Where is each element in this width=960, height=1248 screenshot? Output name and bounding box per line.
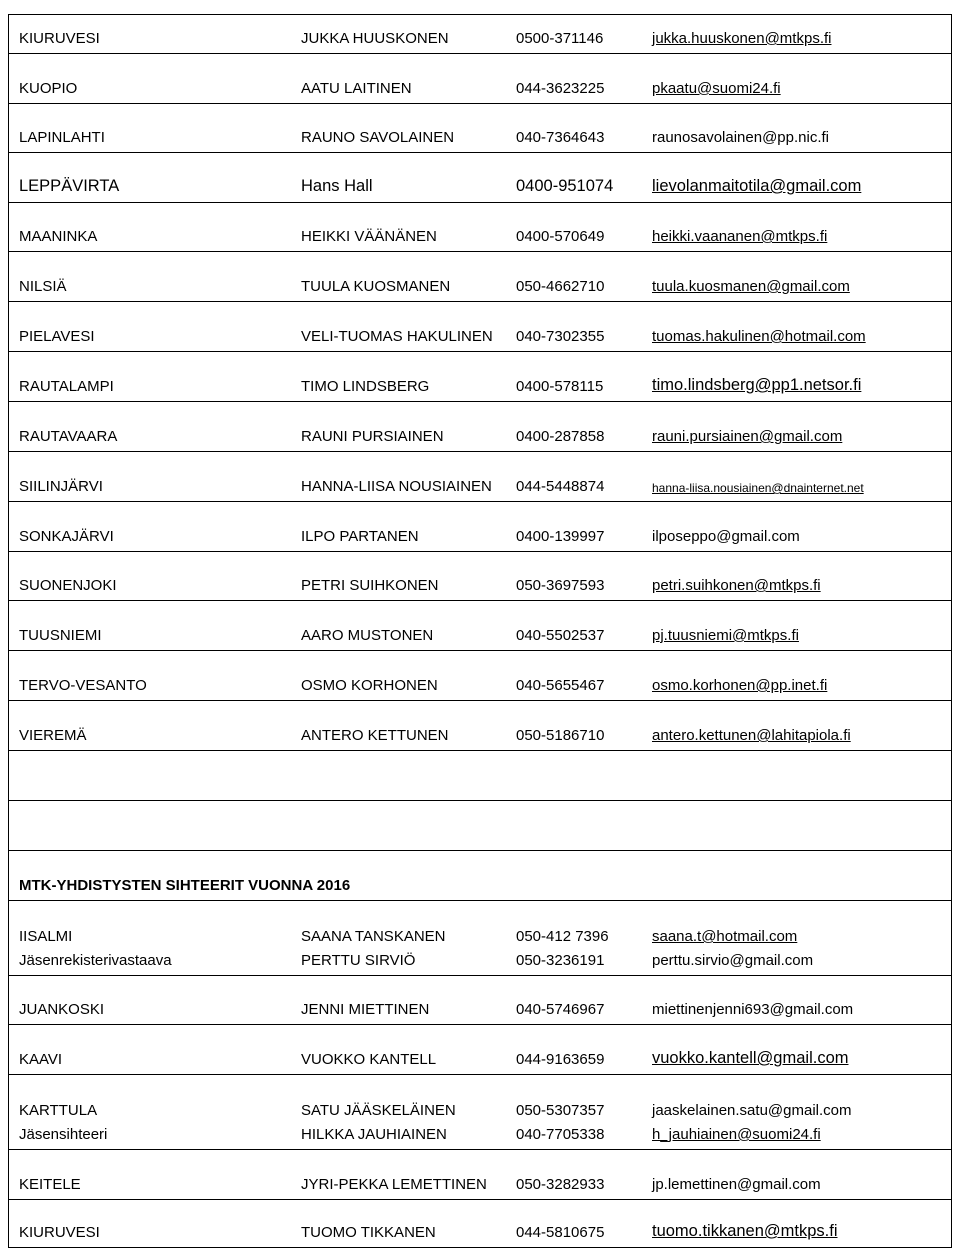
municipality-cell: KIURUVESI	[19, 30, 100, 47]
municipality-cell: SUONENJOKI	[19, 577, 117, 594]
section-title-row	[9, 851, 951, 901]
municipality-cell: RAUTAVAARA	[19, 428, 118, 445]
municipality-cell: TUUSNIEMI	[19, 627, 102, 644]
name-cell: Hans Hall	[301, 177, 373, 195]
phone-cell: 044-5810675	[516, 1224, 605, 1241]
email-link[interactable]: petri.suihkonen@mtkps.fi	[652, 577, 821, 594]
name-cell: TUULA KUOSMANEN	[301, 278, 451, 295]
municipality-cell: KARTTULA	[19, 1102, 98, 1119]
table-row	[9, 502, 951, 552]
municipality-cell: KEITELE	[19, 1176, 81, 1193]
phone-cell: 044-9163659	[516, 1051, 605, 1068]
email-cell[interactable]: jaaskelainen.satu@gmail.com	[652, 1102, 852, 1119]
table-row	[9, 54, 951, 104]
email-link[interactable]: tuomo.tikkanen@mtkps.fi	[652, 1222, 838, 1240]
table-row	[9, 976, 951, 1025]
name-cell: PETRI SUIHKONEN	[301, 577, 439, 594]
phone-cell: 050-4662710	[516, 278, 605, 295]
table-row	[9, 601, 951, 651]
email-cell[interactable]: perttu.sirvio@gmail.com	[652, 952, 814, 969]
phone-cell: 0400-287858	[516, 428, 605, 445]
phone-cell: 040-5655467	[516, 677, 605, 694]
phone-cell: 0400-951074	[516, 177, 614, 195]
phone-cell: 040-7705338	[516, 1126, 605, 1143]
name-cell: JYRI-PEKKA LEMETTINEN	[301, 1176, 487, 1193]
table-row	[9, 1025, 951, 1075]
municipality-cell: TERVO-VESANTO	[19, 677, 147, 694]
table-row	[9, 651, 951, 701]
name-cell: RAUNO SAVOLAINEN	[301, 129, 455, 146]
name-cell: ANTERO KETTUNEN	[301, 727, 449, 744]
municipality-cell: LEPPÄVIRTA	[19, 177, 120, 195]
phone-cell: 0400-570649	[516, 228, 605, 245]
name-cell: AARO MUSTONEN	[301, 627, 434, 644]
name-cell: ILPO PARTANEN	[301, 528, 419, 545]
email-link[interactable]: saana.t@hotmail.com	[652, 928, 798, 945]
table-row	[9, 352, 951, 402]
email-link[interactable]: pj.tuusniemi@mtkps.fi	[652, 627, 799, 644]
municipality-cell: VIEREMÄ	[19, 727, 87, 744]
phone-cell: 044-3623225	[516, 80, 605, 97]
table-row	[9, 701, 951, 751]
name-cell: TIMO LINDSBERG	[301, 378, 430, 395]
table-row	[9, 452, 951, 502]
section-title: MTK-YHDISTYSTEN SIHTEERIT VUONNA 2016	[19, 877, 351, 894]
email-link[interactable]: lievolanmaitotila@gmail.com	[652, 177, 862, 195]
phone-cell: 040-7364643	[516, 129, 605, 146]
table-row	[9, 14, 951, 54]
email-link[interactable]: timo.lindsberg@pp1.netsor.fi	[652, 376, 862, 394]
table-row	[9, 951, 951, 976]
name-cell: HEIKKI VÄÄNÄNEN	[301, 228, 437, 245]
phone-cell: 050-3697593	[516, 577, 605, 594]
table-row	[9, 402, 951, 452]
phone-cell: 040-5502537	[516, 627, 605, 644]
email-cell[interactable]: jp.lemettinen@gmail.com	[652, 1176, 821, 1193]
name-cell: PERTTU SIRVIÖ	[301, 952, 416, 969]
email-link[interactable]: osmo.korhonen@pp.inet.fi	[652, 677, 828, 694]
name-cell: OSMO KORHONEN	[301, 677, 438, 694]
name-cell: JUKKA HUUSKONEN	[301, 30, 449, 47]
name-cell: AATU LAITINEN	[301, 80, 412, 97]
table-row	[9, 1200, 951, 1248]
email-link[interactable]: tuomas.hakulinen@hotmail.com	[652, 328, 866, 345]
table-row	[9, 1150, 951, 1200]
table-row	[9, 104, 951, 153]
municipality-cell: RAUTALAMPI	[19, 378, 114, 395]
municipality-cell: JUANKOSKI	[19, 1001, 105, 1018]
municipality-cell: MAANINKA	[19, 228, 98, 245]
name-cell: TUOMO TIKKANEN	[301, 1224, 436, 1241]
name-cell: SAANA TANSKANEN	[301, 928, 446, 945]
role-cell: Jäsenrekisterivastaava	[19, 952, 172, 969]
phone-cell: 050-5307357	[516, 1102, 605, 1119]
spreadsheet-table	[8, 14, 952, 1248]
phone-cell: 050-5186710	[516, 727, 605, 744]
phone-cell: 050-3282933	[516, 1176, 605, 1193]
email-cell[interactable]: raunosavolainen@pp.nic.fi	[652, 129, 830, 146]
email-link[interactable]: h_jauhiainen@suomi24.fi	[652, 1126, 821, 1143]
table-row	[9, 302, 951, 352]
email-link[interactable]: heikki.vaananen@mtkps.fi	[652, 228, 828, 245]
email-link[interactable]: antero.kettunen@lahitapiola.fi	[652, 727, 851, 744]
table-row	[9, 1075, 951, 1125]
email-link[interactable]: hanna-liisa.nousiainen@dnainternet.net	[652, 481, 864, 495]
municipality-cell: IISALMI	[19, 928, 73, 945]
empty-row	[9, 801, 951, 851]
phone-cell: 044-5448874	[516, 478, 605, 495]
phone-cell: 0400-139997	[516, 528, 605, 545]
table-row	[9, 901, 951, 951]
role-cell: Jäsensihteeri	[19, 1126, 108, 1143]
email-cell[interactable]: ilposeppo@gmail.com	[652, 528, 800, 545]
email-link[interactable]: jukka.huuskonen@mtkps.fi	[652, 30, 832, 47]
table-row	[9, 153, 951, 203]
name-cell: VUOKKO KANTELL	[301, 1051, 437, 1068]
name-cell: JENNI MIETTINEN	[301, 1001, 430, 1018]
municipality-cell: KUOPIO	[19, 80, 78, 97]
municipality-cell: KAAVI	[19, 1051, 63, 1068]
phone-cell: 040-5746967	[516, 1001, 605, 1018]
phone-cell: 050-412 7396	[516, 928, 609, 945]
phone-cell: 0500-371146	[516, 30, 604, 47]
email-link[interactable]: vuokko.kantell@gmail.com	[652, 1049, 849, 1067]
table-row	[9, 1125, 951, 1150]
name-cell: HILKKA JAUHIAINEN	[301, 1126, 447, 1143]
phone-cell: 0400-578115	[516, 378, 604, 395]
name-cell: VELI-TUOMAS HAKULINEN	[301, 328, 493, 345]
municipality-cell: SIILINJÄRVI	[19, 478, 103, 495]
name-cell: SATU JÄÄSKELÄINEN	[301, 1102, 456, 1119]
email-link[interactable]: pkaatu@suomi24.fi	[652, 80, 781, 97]
name-cell: RAUNI PURSIAINEN	[301, 428, 444, 445]
name-cell: HANNA-LIISA NOUSIAINEN	[301, 478, 492, 495]
email-link[interactable]: rauni.pursiainen@gmail.com	[652, 428, 843, 445]
municipality-cell: PIELAVESI	[19, 328, 95, 345]
phone-cell: 050-3236191	[516, 952, 605, 969]
empty-row	[9, 751, 951, 801]
email-cell[interactable]: miettinenjenni693@gmail.com	[652, 1001, 854, 1018]
table-row	[9, 552, 951, 601]
municipality-cell: NILSIÄ	[19, 278, 67, 295]
email-link[interactable]: tuula.kuosmanen@gmail.com	[652, 278, 850, 295]
municipality-cell: KIURUVESI	[19, 1224, 100, 1241]
table-row	[9, 203, 951, 252]
phone-cell: 040-7302355	[516, 328, 605, 345]
municipality-cell: LAPINLAHTI	[19, 129, 105, 146]
table-row	[9, 252, 951, 302]
municipality-cell: SONKAJÄRVI	[19, 528, 114, 545]
